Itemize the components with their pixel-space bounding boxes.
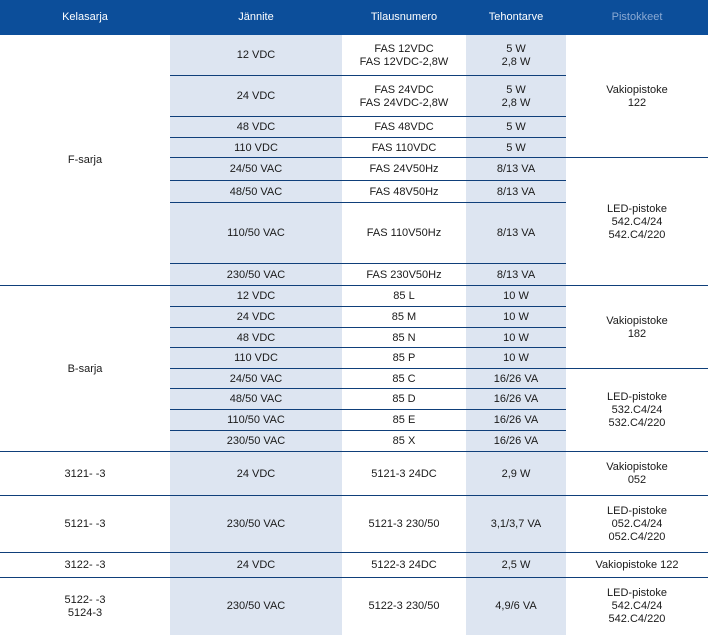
jannite-cell: [170, 348, 342, 369]
tilausnumero-cell-line: 5122-3 230/50: [368, 600, 440, 612]
jannite-cell: [170, 578, 342, 635]
row-divider: [170, 306, 566, 307]
kelasarja-cell: [0, 286, 170, 452]
row-divider: [566, 368, 708, 369]
pistokkeet-cell-line: 182: [627, 327, 647, 340]
tilausnumero-cell-line: FAS 230V50Hz: [366, 268, 442, 281]
pistokkeet-cell-line: Vakiopistoke: [606, 83, 668, 96]
pistokkeet-cell-line: 532.C4/24: [611, 404, 663, 416]
tehontarve-cell: [466, 35, 566, 76]
tehontarve-cell-line: 16/26 VA: [493, 414, 539, 426]
tehontarve-cell-line: 10 W: [503, 290, 529, 302]
jannite-cell-line: 230/50 VAC: [226, 518, 286, 530]
tilausnumero-cell: [342, 410, 466, 431]
tehontarve-cell: [466, 431, 566, 452]
kelasarja-cell: [0, 578, 170, 635]
row-divider: [170, 451, 566, 452]
tehontarve-cell: [466, 286, 566, 307]
pistokkeet-cell-line: Vakiopistoke 122: [595, 559, 679, 571]
tehontarve-cell-line: 10 W: [503, 352, 529, 364]
row-divider: [0, 285, 170, 286]
tehontarve-cell: [466, 181, 566, 203]
tehontarve-cell: [466, 389, 566, 410]
row-divider: [170, 327, 566, 328]
tilausnumero-cell-line: FAS 48VDC: [374, 121, 434, 133]
row-divider: [566, 495, 708, 496]
tehontarve-cell-line: 2,9 W: [501, 467, 531, 480]
jannite-cell: [170, 431, 342, 452]
tilausnumero-cell-line: FAS 48V50Hz: [369, 185, 439, 198]
kelasarja-cell: [0, 553, 170, 578]
pistokkeet-cell-line: Vakiopistoke: [606, 314, 668, 327]
tilausnumero-cell-line: FAS 12VDC-2,8W: [359, 55, 449, 68]
jannite-cell: [170, 389, 342, 410]
pistokkeet-cell: [566, 553, 708, 578]
kelasarja-cell: [0, 35, 170, 286]
tilausnumero-cell: [342, 369, 466, 389]
row-divider: [170, 577, 566, 578]
jannite-cell-line: 110 VDC: [234, 141, 278, 154]
kelasarja-cell: [0, 452, 170, 496]
jannite-cell-line: 24 VDC: [236, 467, 276, 480]
jannite-cell: [170, 158, 342, 181]
jannite-cell-line: 48 VDC: [236, 331, 276, 344]
row-divider: [170, 180, 566, 181]
row-divider: [170, 75, 566, 76]
tilausnumero-cell: [342, 389, 466, 410]
kelasarja-cell-line: 3121- -3: [64, 467, 106, 480]
tilausnumero-cell-line: FAS 110V50Hz: [366, 227, 442, 239]
tehontarve-cell: [466, 117, 566, 138]
tilausnumero-cell: [342, 138, 466, 158]
jannite-cell: [170, 138, 342, 158]
tilausnumero-cell: [342, 117, 466, 138]
tehontarve-cell: [466, 496, 566, 553]
tehontarve-cell: [466, 410, 566, 431]
tehontarve-cell-line: 8/13 VA: [496, 268, 536, 281]
pistokkeet-cell-line: LED-pistoke: [607, 587, 667, 599]
jannite-cell: [170, 181, 342, 203]
tehontarve-cell: [466, 328, 566, 348]
tilausnumero-cell: [342, 496, 466, 553]
tehontarve-cell: [466, 452, 566, 496]
row-divider: [0, 495, 170, 496]
row-divider: [170, 263, 566, 264]
tehontarve-cell-line: 10 W: [503, 331, 529, 344]
pistokkeet-cell-line: 542.C4/220: [608, 613, 666, 625]
tilausnumero-cell: [342, 35, 466, 76]
pistokkeet-cell: [566, 286, 708, 369]
tilausnumero-cell-line: 85 M: [391, 311, 417, 323]
header-kelasarja: Kelasarja: [62, 11, 108, 23]
tilausnumero-cell-line: 85 X: [392, 435, 416, 447]
jannite-cell: [170, 76, 342, 117]
row-divider: [170, 368, 566, 369]
tilausnumero-cell-line: 5121-3 24DC: [371, 467, 437, 480]
pistokkeet-cell-line: LED-pistoke: [607, 505, 667, 517]
pistokkeet-cell: [566, 158, 708, 286]
tehontarve-cell: [466, 76, 566, 117]
jannite-cell-line: 24 VDC: [236, 311, 276, 323]
pistokkeet-cell: [566, 35, 708, 158]
pistokkeet-cell-line: 542.C4/24: [611, 215, 663, 228]
jannite-cell: [170, 307, 342, 328]
kelasarja-cell-line: 5121- -3: [64, 518, 106, 530]
tilausnumero-cell: [342, 307, 466, 328]
tilausnumero-cell-line: 85 N: [392, 331, 416, 344]
pistokkeet-cell-line: 532.C4/220: [608, 417, 666, 429]
jannite-cell: [170, 264, 342, 286]
jannite-cell-line: 48 VDC: [236, 121, 276, 133]
pistokkeet-cell-line: LED-pistoke: [607, 391, 667, 403]
tehontarve-cell-line: 3,1/3,7 VA: [490, 518, 542, 530]
row-divider: [170, 347, 566, 348]
tilausnumero-cell-line: 85 D: [392, 393, 416, 405]
tilausnumero-cell-line: FAS 24VDC-2,8W: [359, 96, 449, 109]
row-divider: [566, 157, 708, 158]
jannite-cell-line: 230/50 VAC: [226, 435, 286, 447]
jannite-cell-line: 48/50 VAC: [229, 393, 283, 405]
jannite-cell-line: 12 VDC: [236, 49, 276, 61]
tehontarve-cell: [466, 578, 566, 635]
jannite-cell: [170, 410, 342, 431]
tilausnumero-cell-line: FAS 12VDC: [374, 42, 434, 55]
tehontarve-cell: [466, 348, 566, 369]
tehontarve-cell-line: 5 W: [506, 83, 526, 96]
tilausnumero-cell: [342, 158, 466, 181]
jannite-cell: [170, 452, 342, 496]
tehontarve-cell: [466, 138, 566, 158]
row-divider: [170, 202, 566, 203]
tehontarve-cell-line: 10 W: [503, 311, 529, 323]
row-divider: [170, 285, 566, 286]
tilausnumero-cell: [342, 264, 466, 286]
tehontarve-cell-line: 16/26 VA: [493, 435, 539, 447]
kelasarja-cell: [0, 496, 170, 553]
tilausnumero-cell-line: FAS 110VDC: [371, 141, 437, 154]
header-jannite: Jännite: [238, 11, 274, 23]
tehontarve-cell-line: 2,8 W: [501, 55, 531, 68]
tilausnumero-cell: [342, 203, 466, 264]
tehontarve-cell: [466, 369, 566, 389]
jannite-cell-line: 110 VDC: [234, 352, 278, 364]
tilausnumero-cell-line: 85 E: [392, 414, 416, 426]
tehontarve-cell: [466, 264, 566, 286]
jannite-cell-line: 12 VDC: [236, 290, 276, 302]
header-pistokkeet: Pistokkeet: [611, 11, 663, 23]
pistokkeet-cell-line: 122: [627, 96, 647, 109]
tehontarve-cell-line: 8/13 VA: [496, 185, 536, 198]
pistokkeet-cell-line: 052: [627, 474, 647, 486]
row-divider: [0, 577, 170, 578]
pistokkeet-cell-line: 052.C4/24: [611, 518, 663, 530]
pistokkeet-cell: [566, 578, 708, 635]
tilausnumero-cell: [342, 328, 466, 348]
pistokkeet-cell-line: 542.C4/220: [608, 228, 666, 241]
tehontarve-cell: [466, 158, 566, 181]
pistokkeet-cell: [566, 452, 708, 496]
jannite-cell-line: 230/50 VAC: [226, 600, 286, 612]
row-divider: [0, 552, 170, 553]
tehontarve-cell: [466, 307, 566, 328]
tilausnumero-cell-line: FAS 24V50Hz: [369, 163, 439, 175]
row-divider: [566, 451, 708, 452]
jannite-cell: [170, 369, 342, 389]
row-divider: [170, 157, 566, 158]
row-divider: [566, 577, 708, 578]
tehontarve-cell-line: 8/13 VA: [496, 227, 536, 239]
row-divider: [170, 409, 566, 410]
tilausnumero-cell-line: 5122-3 24DC: [371, 559, 437, 571]
header-tilausnumero: Tilausnumero: [370, 11, 438, 23]
tehontarve-cell-line: 5 W: [506, 42, 526, 55]
row-divider: [170, 552, 566, 553]
row-divider: [170, 388, 566, 389]
tehontarve-cell: [466, 203, 566, 264]
jannite-cell: [170, 117, 342, 138]
pistokkeet-cell: [566, 369, 708, 452]
row-divider: [170, 137, 566, 138]
row-divider: [0, 451, 170, 452]
jannite-cell-line: 110/50 VAC: [227, 227, 285, 239]
row-divider: [170, 430, 566, 431]
tilausnumero-cell: [342, 553, 466, 578]
tilausnumero-cell: [342, 76, 466, 117]
kelasarja-cell-line: 3122- -3: [64, 559, 106, 571]
jannite-cell-line: 24 VDC: [236, 559, 276, 571]
jannite-cell: [170, 203, 342, 264]
tilausnumero-cell-line: FAS 24VDC: [374, 83, 434, 96]
tilausnumero-cell: [342, 286, 466, 307]
tehontarve-cell-line: 2,8 W: [501, 96, 531, 109]
jannite-cell-line: 24 VDC: [236, 90, 276, 102]
pistokkeet-cell-line: LED-pistoke: [607, 202, 667, 215]
jannite-cell: [170, 328, 342, 348]
kelasarja-cell-line: F-sarja: [67, 154, 103, 166]
row-divider: [566, 552, 708, 553]
pistokkeet-cell-line: 542.C4/24: [611, 600, 663, 612]
pistokkeet-cell: [566, 496, 708, 553]
tilausnumero-cell: [342, 181, 466, 203]
jannite-cell-line: 24/50 VAC: [229, 163, 283, 175]
row-divider: [170, 116, 566, 117]
kelasarja-cell-line: B-sarja: [67, 362, 103, 375]
jannite-cell-line: 48/50 VAC: [229, 185, 283, 198]
jannite-cell: [170, 286, 342, 307]
table-header: [0, 0, 708, 35]
tilausnumero-cell-line: 85 L: [393, 290, 415, 302]
tehontarve-cell-line: 16/26 VA: [493, 372, 539, 385]
tilausnumero-cell-line: 5121-3 230/50: [368, 518, 440, 530]
tehontarve-cell-line: 5 W: [506, 141, 526, 154]
row-divider: [566, 285, 708, 286]
jannite-cell: [170, 553, 342, 578]
tehontarve-cell-line: 4,9/6 VA: [495, 600, 537, 612]
jannite-cell: [170, 496, 342, 553]
tilausnumero-cell: [342, 578, 466, 635]
tehontarve-cell-line: 2,5 W: [501, 559, 531, 571]
kelasarja-cell-line: 5122- -3: [64, 593, 106, 606]
tehontarve-cell-line: 8/13 VA: [496, 163, 536, 175]
pistokkeet-cell-line: Vakiopistoke: [606, 461, 668, 473]
tehontarve-cell-line: 5 W: [506, 121, 526, 133]
jannite-cell-line: 24/50 VAC: [229, 372, 283, 385]
tehontarve-cell: [466, 553, 566, 578]
tilausnumero-cell: [342, 452, 466, 496]
header-tehontarve: Tehontarve: [488, 11, 544, 23]
row-divider: [170, 495, 566, 496]
tilausnumero-cell-line: 85 P: [392, 352, 416, 364]
jannite-cell: [170, 35, 342, 76]
jannite-cell-line: 230/50 VAC: [226, 268, 286, 281]
jannite-cell-line: 110/50 VAC: [227, 414, 285, 426]
tilausnumero-cell-line: 85 C: [392, 372, 416, 385]
tilausnumero-cell: [342, 431, 466, 452]
pistokkeet-cell-line: 052.C4/220: [608, 531, 666, 543]
kelasarja-cell-line: 5124-3: [67, 606, 103, 619]
tilausnumero-cell: [342, 348, 466, 369]
tehontarve-cell-line: 16/26 VA: [493, 393, 539, 405]
